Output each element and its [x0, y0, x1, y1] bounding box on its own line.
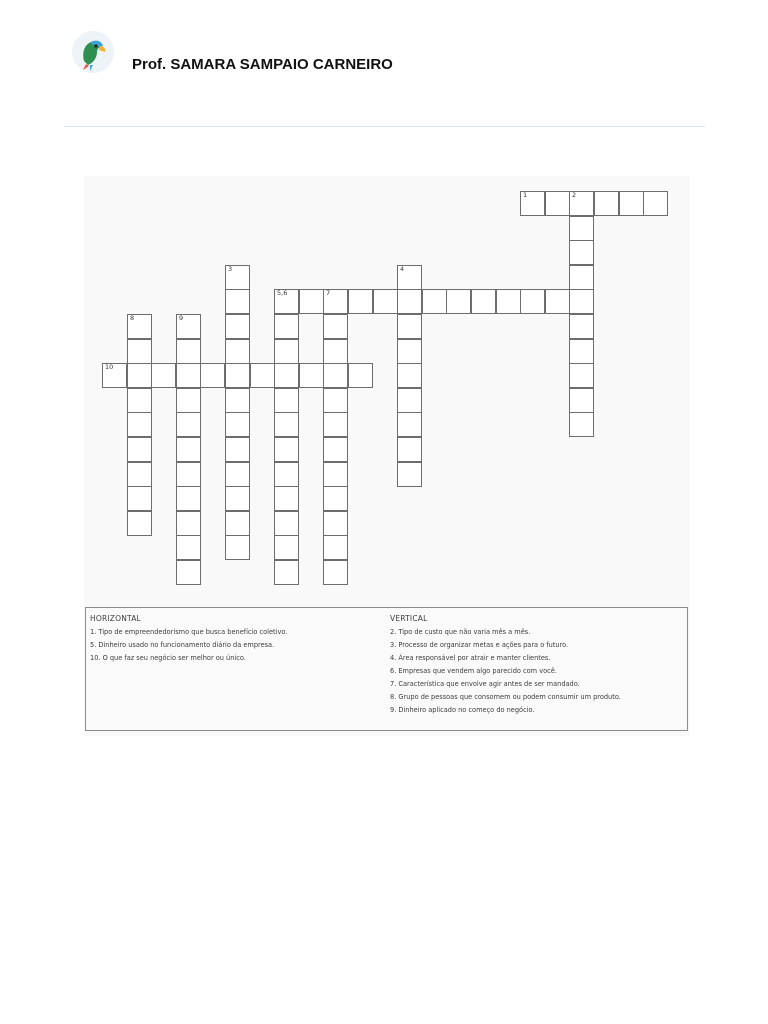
crossword-cell[interactable]	[225, 265, 250, 290]
crossword-cell[interactable]	[225, 363, 250, 388]
crossword-cell[interactable]	[520, 289, 545, 314]
crossword-cell[interactable]	[397, 388, 422, 413]
crossword-cell[interactable]	[274, 289, 299, 314]
crossword-cell[interactable]	[225, 535, 250, 560]
crossword-cell[interactable]	[569, 216, 594, 241]
crossword-cell[interactable]	[274, 462, 299, 487]
author-name: Prof. SAMARA SAMPAIO CARNEIRO	[132, 56, 393, 73]
crossword-cell[interactable]	[225, 314, 250, 339]
crossword-cell[interactable]	[274, 535, 299, 560]
crossword-cell[interactable]	[225, 486, 250, 511]
crossword-cell[interactable]	[274, 314, 299, 339]
clue-number: 1	[523, 191, 528, 199]
clue-v-9: 9. Dinheiro aplicado no começo do negócio.	[390, 706, 535, 714]
crossword-cell[interactable]	[569, 314, 594, 339]
clue-number: 3	[228, 265, 233, 273]
crossword-cell[interactable]	[323, 511, 348, 536]
crossword-cell[interactable]	[176, 535, 201, 560]
crossword-cell[interactable]	[397, 363, 422, 388]
crossword-cell[interactable]	[397, 265, 422, 290]
crossword-cell[interactable]	[127, 363, 152, 388]
crossword-cell[interactable]	[225, 511, 250, 536]
crossword-cell[interactable]	[176, 462, 201, 487]
horizontal-title: HORIZONTAL	[90, 614, 141, 623]
clue-number: 10	[105, 363, 114, 371]
crossword-cell[interactable]	[274, 511, 299, 536]
clue-number: 7	[326, 289, 331, 297]
crossword-cell[interactable]	[274, 388, 299, 413]
crossword-cell[interactable]	[569, 240, 594, 265]
crossword-cell[interactable]	[323, 289, 348, 314]
crossword-cell[interactable]	[176, 339, 201, 364]
crossword-cell[interactable]	[225, 339, 250, 364]
clue-number: 2	[572, 191, 577, 199]
crossword-cell[interactable]	[323, 339, 348, 364]
crossword-cell[interactable]	[446, 289, 471, 314]
crossword-cell[interactable]	[569, 363, 594, 388]
crossword-cell[interactable]	[397, 314, 422, 339]
crossword-cell[interactable]	[225, 289, 250, 314]
clue-v-6: 6. Empresas que vendem algo parecido com você.	[390, 667, 557, 675]
crossword-cell[interactable]	[397, 462, 422, 487]
crossword-cell[interactable]	[471, 289, 496, 314]
crossword-cell[interactable]	[569, 339, 594, 364]
crossword-cell[interactable]	[176, 314, 201, 339]
crossword-cell[interactable]	[323, 462, 348, 487]
clue-number: 8	[130, 314, 135, 322]
clue-number: 4	[400, 265, 405, 273]
crossword-cell[interactable]	[545, 289, 570, 314]
crossword-cell[interactable]	[569, 265, 594, 290]
crossword-cell[interactable]	[520, 191, 545, 216]
crossword-cell[interactable]	[545, 191, 570, 216]
crossword-cell[interactable]	[127, 388, 152, 413]
clue-v-2: 2. Tipo de custo que não varia mês a mês.	[390, 628, 531, 636]
crossword-cell[interactable]	[274, 412, 299, 437]
crossword-cell[interactable]	[225, 412, 250, 437]
crossword-cell[interactable]	[373, 289, 398, 314]
crossword-cell[interactable]	[250, 363, 275, 388]
vertical-clues	[390, 613, 685, 717]
clue-v-8: 8. Grupo de pessoas que consomem ou podem consumir um produto.	[390, 693, 621, 701]
crossword-cell[interactable]	[176, 486, 201, 511]
vertical-title: VERTICAL	[390, 614, 428, 623]
crossword-cell[interactable]	[299, 363, 324, 388]
clue-number: 9	[179, 314, 184, 322]
clue-v-3: 3. Processo de organizar metas e ações para o futuro.	[390, 641, 569, 649]
horizontal-clues	[90, 613, 380, 665]
crossword-cell[interactable]	[348, 289, 373, 314]
crossword-cell[interactable]	[594, 191, 619, 216]
crossword-cell[interactable]	[274, 486, 299, 511]
crossword-cell[interactable]	[323, 388, 348, 413]
crossword-cell[interactable]	[397, 412, 422, 437]
crossword-cell[interactable]	[397, 437, 422, 462]
clue-h-10: 10. O que faz seu negócio ser melhor ou único.	[90, 654, 246, 662]
crossword-cell[interactable]	[397, 289, 422, 314]
crossword-cell[interactable]	[200, 363, 225, 388]
crossword-cell[interactable]	[225, 437, 250, 462]
crossword-cell[interactable]	[225, 462, 250, 487]
crossword-cell[interactable]	[569, 388, 594, 413]
clue-h-5: 5. Dinheiro usado no funcionamento diário da empresa.	[90, 641, 275, 649]
crossword-cell[interactable]	[176, 511, 201, 536]
crossword-cell[interactable]	[323, 560, 348, 585]
clues-box	[85, 607, 688, 731]
clue-v-4: 4. Área responsável por atrair e manter clientes.	[390, 654, 551, 662]
crossword-cell[interactable]	[176, 388, 201, 413]
crossword-cell[interactable]	[323, 486, 348, 511]
crossword-cell[interactable]	[151, 363, 176, 388]
crossword-cell[interactable]	[127, 511, 152, 536]
crossword-cell[interactable]	[176, 437, 201, 462]
crossword-cell[interactable]	[323, 535, 348, 560]
crossword-cell[interactable]	[225, 388, 250, 413]
crossword-cell[interactable]	[323, 437, 348, 462]
crossword-cell[interactable]	[127, 314, 152, 339]
clue-v-7: 7. Característica que envolve agir antes de ser mandado.	[390, 680, 580, 688]
crossword-cell[interactable]	[569, 412, 594, 437]
crossword-cell[interactable]	[274, 560, 299, 585]
crossword-cell[interactable]	[176, 363, 201, 388]
crossword-cell[interactable]	[274, 363, 299, 388]
crossword-cell[interactable]	[397, 339, 422, 364]
crossword-cell[interactable]	[299, 289, 324, 314]
crossword-cell[interactable]	[127, 486, 152, 511]
crossword-cell[interactable]	[274, 437, 299, 462]
crossword-cell[interactable]	[323, 363, 348, 388]
clue-number: 5,6	[277, 289, 288, 297]
crossword-cell[interactable]	[127, 412, 152, 437]
crossword-cell[interactable]	[323, 412, 348, 437]
crossword-cell[interactable]	[569, 191, 594, 216]
crossword-cell[interactable]	[127, 437, 152, 462]
crossword-cell[interactable]	[176, 412, 201, 437]
crossword-cell[interactable]	[643, 191, 668, 216]
crossword-cell[interactable]	[102, 363, 127, 388]
crossword-cell[interactable]	[619, 191, 644, 216]
crossword-cell[interactable]	[323, 314, 348, 339]
clue-h-1: 1. Tipo de empreendedorismo que busca benefício coletivo.	[90, 628, 288, 636]
crossword-cell[interactable]	[496, 289, 521, 314]
crossword-cell[interactable]	[569, 289, 594, 314]
crossword-cell[interactable]	[176, 560, 201, 585]
crossword-cell[interactable]	[348, 363, 373, 388]
crossword-cell[interactable]	[274, 339, 299, 364]
crossword-cell[interactable]	[127, 462, 152, 487]
crossword-cell[interactable]	[127, 339, 152, 364]
crossword-cell[interactable]	[422, 289, 447, 314]
